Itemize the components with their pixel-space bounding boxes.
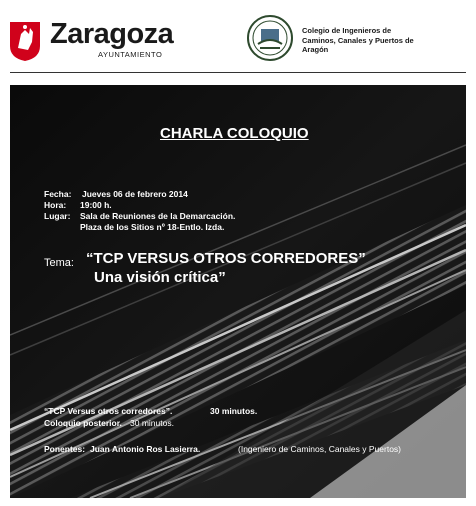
college-line-2: Caminos, Canales y Puertos de [302,35,414,45]
program-item-1-title: “TCP Versus otros corredores”. [44,406,173,416]
tema-line-2: Una visión crítica” [94,269,226,286]
program-item-2-time: 30 minutos. [130,418,174,428]
ponentes-label: Ponentes: [44,444,86,454]
ponentes-role: (Ingeniero de Caminos, Canales y Puertos) [238,444,401,454]
city-subtitle: AYUNTAMIENTO [98,50,163,59]
zaragoza-shield-logo [8,20,42,62]
event-title: CHARLA COLOQUIO [160,125,309,142]
college-name [302,26,462,55]
document-header [0,0,476,78]
college-line-1: Colegio de Ingenieros de [302,26,392,35]
program-item-1-time: 30 minutos. [210,406,258,416]
program-item-2-title: Coloquio posterior. [44,418,122,428]
college-seal-logo [246,14,294,62]
fecha-value: Jueves 06 de febrero 2014 [82,189,188,199]
lugar-value-line-2: Plaza de los Sitios nº 18-Entlo. Izda. [80,222,225,232]
ponentes-name: Juan Antonio Ros Lasierra. [90,444,201,454]
fecha-label: Fecha: [44,189,72,199]
lugar-label: Lugar: [44,211,71,221]
hora-value: 19:00 h. [80,200,112,210]
event-poster [10,85,466,498]
hora-label: Hora: [44,200,67,210]
city-name: Zaragoza [50,18,174,50]
college-line-3: Aragón [302,45,329,54]
header-divider [10,72,466,73]
lugar-value-line-1: Sala de Reuniones de la Demarcación. [80,211,236,221]
railway-tracks-photo [10,85,466,498]
tema-label: Tema: [44,257,74,269]
tema-line-1: “TCP VERSUS OTROS CORREDORES” [86,250,366,267]
